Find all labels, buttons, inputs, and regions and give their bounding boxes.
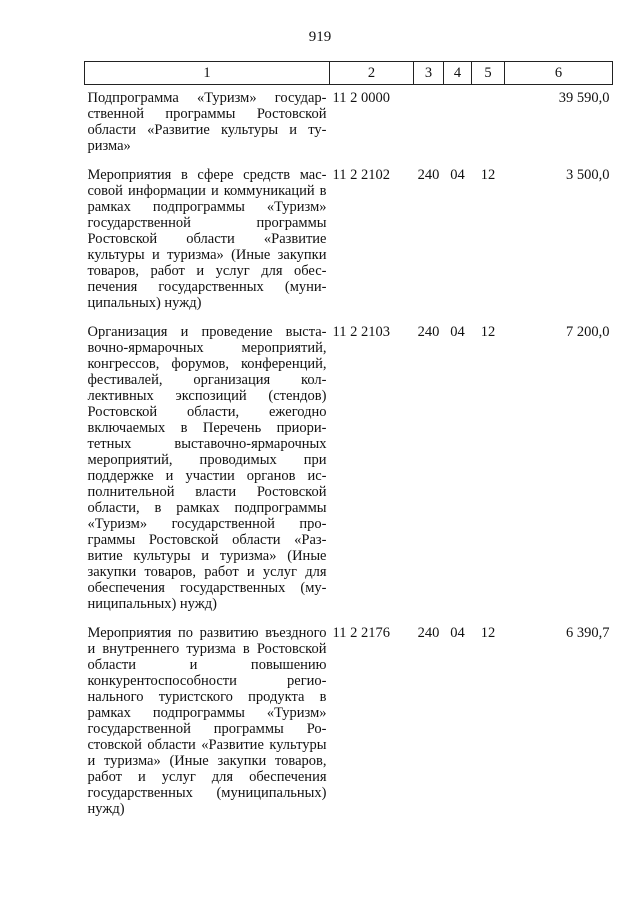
row-vr: 240 [417,167,440,183]
column-header-6: 6 [505,62,613,85]
column-header-3: 3 [414,62,444,85]
header-row [85,62,613,85]
table-body [85,85,613,826]
page-number: 919 [308,29,332,45]
column-header-5: 5 [472,62,505,85]
row-code: 11 2 0000 [332,90,390,106]
table-row [85,85,613,163]
row-pr: 12 [480,167,496,183]
row-rz [444,85,472,163]
row-vr [414,85,444,163]
row-code: 11 2 2102 [332,167,390,183]
row-amount: 6 390,7 [566,625,610,641]
column-header-4: 4 [444,62,472,85]
row-name: Мероприятия по развитию въездного и внутреннего туризма в Ростовской области и повышению конкурентоспособности регионального туристского продукта в рамках подпрограммы «Туризм» государственной программы Ростовской области «Развитие культуры и туризма» (Иные закупки товаров, работ и услуг для обеспечения государственных (муниципальных) нужд) [87,625,327,817]
column-header-2: 2 [330,62,414,85]
row-pr: 12 [480,324,496,340]
row-code: 11 2 2103 [332,324,390,340]
table-row [85,319,613,620]
row-name: Мероприятия в сфере средств массовой информации и коммуникаций в рамках подпрограммы «Туризм» государственной программы Ростовской области «Развитие культуры и туризма» (Иные закупки товаров, работ и услуг для обеспечения государственных (муниципальных) нужд) [87,167,327,311]
row-amount: 39 590,0 [558,90,610,106]
row-name: Организация и проведение выставочно-ярмарочных мероприятий, конгрессов, форумов, конференций, фестивалей, организация коллективных экспозиций (стендов) Ростовской области, ежегодно включаемых в Перечень приоритетных выставочно-ярмарочных мероприятий, проводимых при поддержке и участии органов исполнительной власти Ростовской области, в рамках подпрограммы «Туризм» государственной программы Ростовской области «Развитие культуры и туризма» (Иные закупки товаров, работ и услуг для обеспечения государственных (муниципальных) нужд) [87,324,327,612]
row-vr: 240 [417,625,440,641]
row-amount: 3 500,0 [566,167,610,183]
row-pr: 12 [480,625,496,641]
table-row [85,162,613,319]
row-pr [472,85,505,163]
row-name: Подпрограмма «Туризм» государственной программы Ростовской области «Развитие культуры и туризма» [87,90,327,154]
column-header-1: 1 [85,62,330,85]
row-amount: 7 200,0 [566,324,610,340]
table-header [85,62,613,85]
row-vr: 240 [417,324,440,340]
row-rz: 04 [450,625,465,641]
row-code: 11 2 2176 [332,625,390,641]
row-rz: 04 [450,167,465,183]
table-row [85,620,613,825]
budget-table [84,61,613,825]
row-rz: 04 [450,324,465,340]
